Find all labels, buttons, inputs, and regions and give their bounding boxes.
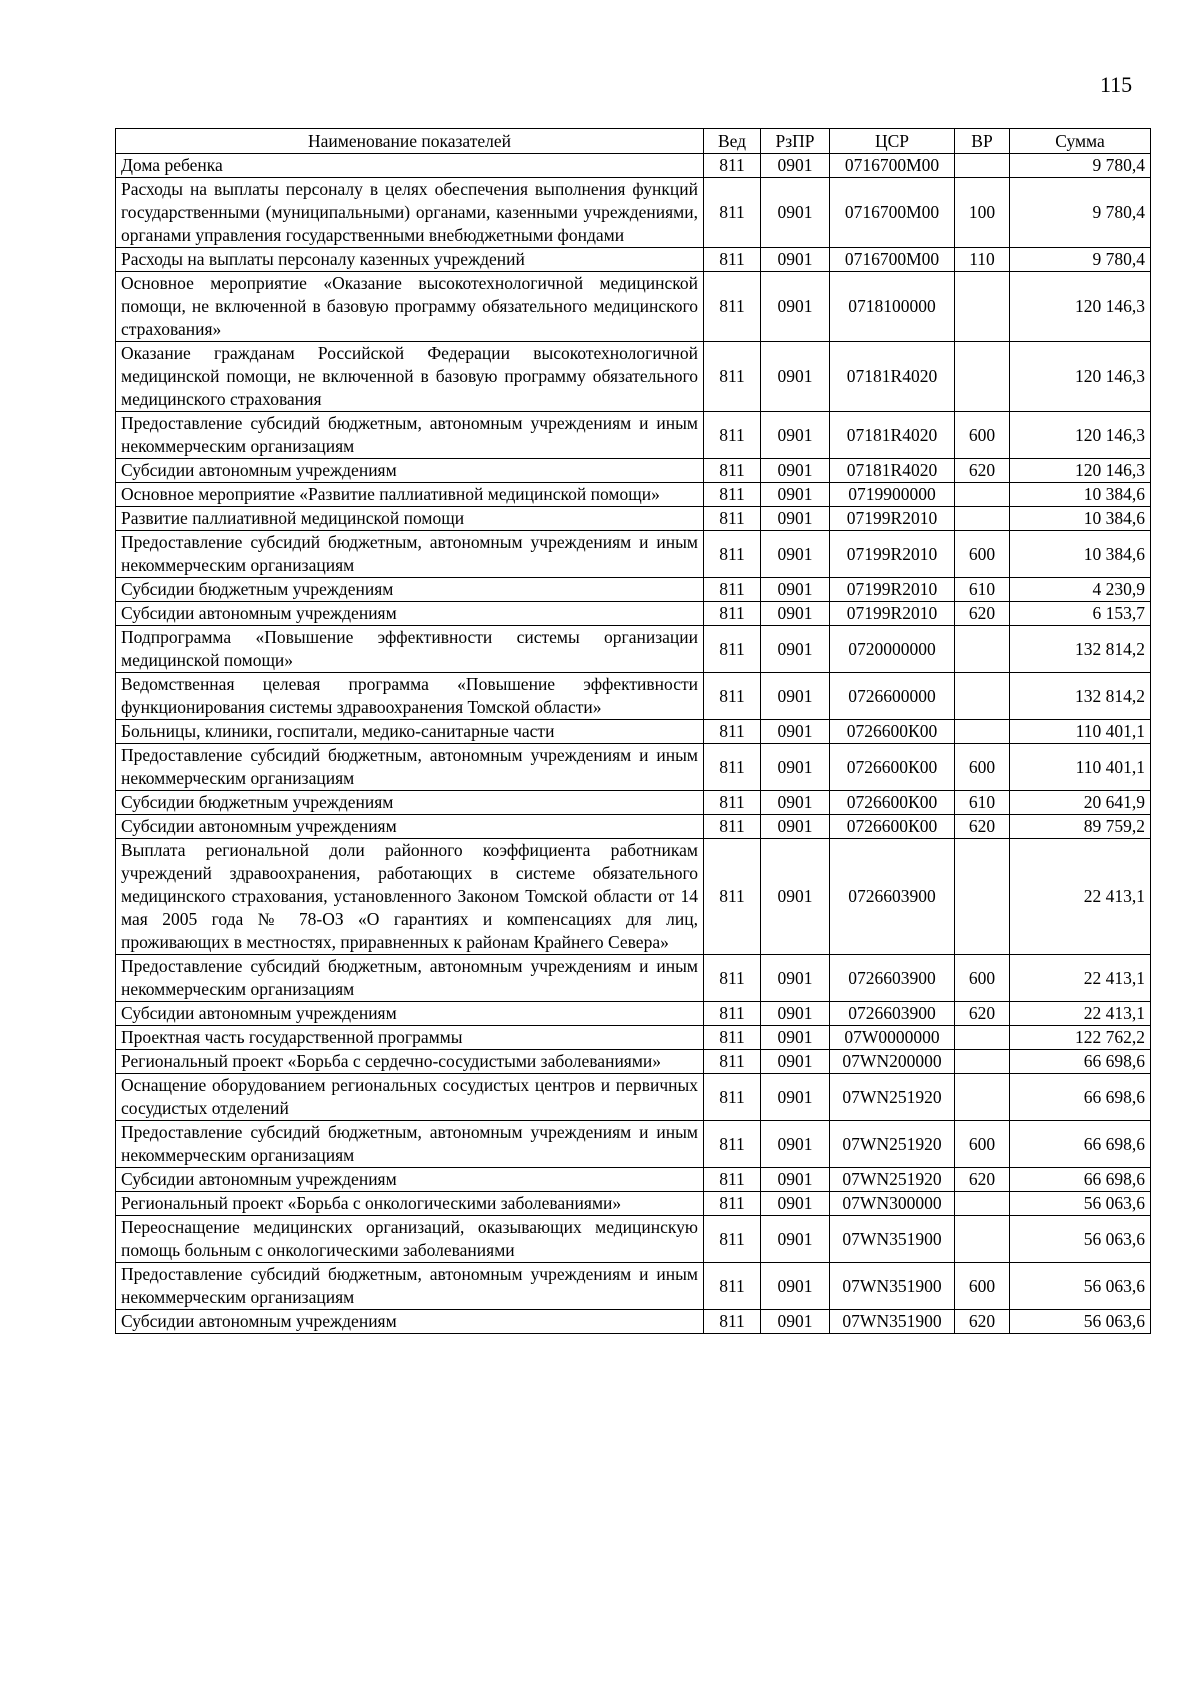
cell-sum: 4 230,9: [1010, 578, 1151, 602]
header-rzpr: РзПР: [761, 129, 830, 154]
cell-csr: 0716700М00: [830, 178, 955, 248]
cell-vr: 600: [955, 531, 1010, 578]
cell-csr: 07WN351900: [830, 1216, 955, 1263]
cell-rzpr: 0901: [761, 1002, 830, 1026]
cell-csr: 0726603900: [830, 839, 955, 955]
cell-ved: 811: [704, 1026, 761, 1050]
cell-sum: 56 063,6: [1010, 1192, 1151, 1216]
cell-vr: 600: [955, 1263, 1010, 1310]
cell-rzpr: 0901: [761, 154, 830, 178]
cell-rzpr: 0901: [761, 839, 830, 955]
table-row: [116, 483, 1151, 507]
cell-csr: 0726600К00: [830, 720, 955, 744]
cell-ved: 811: [704, 578, 761, 602]
cell-name: Предоставление субсидий бюджетным, автономным учреждениям и иным некоммерческим организациям: [116, 1263, 704, 1310]
cell-rzpr: 0901: [761, 531, 830, 578]
cell-name: Предоставление субсидий бюджетным, автономным учреждениям и иным некоммерческим организациям: [116, 744, 704, 791]
cell-ved: 811: [704, 1050, 761, 1074]
cell-ved: 811: [704, 839, 761, 955]
cell-rzpr: 0901: [761, 1263, 830, 1310]
cell-ved: 811: [704, 815, 761, 839]
cell-vr: [955, 1216, 1010, 1263]
cell-vr: 600: [955, 412, 1010, 459]
table-row: [116, 673, 1151, 720]
cell-sum: 110 401,1: [1010, 744, 1151, 791]
table-body: [116, 154, 1151, 1334]
table-row: [116, 720, 1151, 744]
page-number: 115: [1100, 72, 1133, 97]
cell-ved: 811: [704, 1168, 761, 1192]
cell-rzpr: 0901: [761, 272, 830, 342]
table-row: [116, 412, 1151, 459]
cell-csr: 07WN251920: [830, 1121, 955, 1168]
cell-sum: 132 814,2: [1010, 626, 1151, 673]
cell-ved: 811: [704, 791, 761, 815]
cell-sum: 132 814,2: [1010, 673, 1151, 720]
table-row: [116, 744, 1151, 791]
table-row: [116, 507, 1151, 531]
cell-vr: 600: [955, 955, 1010, 1002]
cell-ved: 811: [704, 1263, 761, 1310]
cell-csr: 07W0000000: [830, 1026, 955, 1050]
cell-name: Региональный проект «Борьба с сердечно-сосудистыми заболеваниями»: [116, 1050, 704, 1074]
cell-csr: 07199R2010: [830, 602, 955, 626]
cell-csr: 0720000000: [830, 626, 955, 673]
cell-sum: 56 063,6: [1010, 1216, 1151, 1263]
cell-name: Предоставление субсидий бюджетным, автономным учреждениям и иным некоммерческим организациям: [116, 1121, 704, 1168]
table-row: [116, 342, 1151, 412]
cell-sum: 66 698,6: [1010, 1121, 1151, 1168]
cell-rzpr: 0901: [761, 955, 830, 1002]
cell-vr: [955, 839, 1010, 955]
table-row: [116, 1121, 1151, 1168]
cell-vr: 620: [955, 1168, 1010, 1192]
cell-ved: 811: [704, 1192, 761, 1216]
cell-ved: 811: [704, 342, 761, 412]
table-row: [116, 626, 1151, 673]
cell-vr: [955, 673, 1010, 720]
cell-name: Развитие паллиативной медицинской помощи: [116, 507, 704, 531]
cell-ved: 811: [704, 178, 761, 248]
table-header-row: [116, 129, 1151, 154]
cell-vr: [955, 272, 1010, 342]
cell-ved: 811: [704, 1121, 761, 1168]
cell-ved: 811: [704, 602, 761, 626]
cell-vr: 620: [955, 602, 1010, 626]
table-row: [116, 1310, 1151, 1334]
cell-name: Субсидии автономным учреждениям: [116, 1310, 704, 1334]
cell-name: Расходы на выплаты персоналу казенных учреждений: [116, 248, 704, 272]
header-csr: ЦСР: [830, 129, 955, 154]
cell-sum: 22 413,1: [1010, 955, 1151, 1002]
cell-name: Субсидии автономным учреждениям: [116, 602, 704, 626]
header-name: Наименование показателей: [116, 129, 704, 154]
cell-rzpr: 0901: [761, 248, 830, 272]
cell-ved: 811: [704, 744, 761, 791]
cell-name: Ведомственная целевая программа «Повышение эффективности функционирования системы здравоохранения Томской области»: [116, 673, 704, 720]
table-row: [116, 459, 1151, 483]
cell-sum: 110 401,1: [1010, 720, 1151, 744]
cell-csr: 07181R4020: [830, 342, 955, 412]
cell-csr: 0726603900: [830, 955, 955, 1002]
table-row: [116, 272, 1151, 342]
cell-name: Проектная часть государственной программы: [116, 1026, 704, 1050]
header-sum: Сумма: [1010, 129, 1151, 154]
cell-ved: 811: [704, 1310, 761, 1334]
cell-name: Предоставление субсидий бюджетным, автономным учреждениям и иным некоммерческим организациям: [116, 955, 704, 1002]
cell-rzpr: 0901: [761, 578, 830, 602]
cell-ved: 811: [704, 154, 761, 178]
cell-sum: 89 759,2: [1010, 815, 1151, 839]
table-row: [116, 578, 1151, 602]
cell-rzpr: 0901: [761, 815, 830, 839]
cell-name: Дома ребенка: [116, 154, 704, 178]
cell-rzpr: 0901: [761, 1216, 830, 1263]
cell-csr: 07181R4020: [830, 412, 955, 459]
cell-csr: 0718100000: [830, 272, 955, 342]
cell-sum: 6 153,7: [1010, 602, 1151, 626]
cell-csr: 0726600К00: [830, 791, 955, 815]
table-row: [116, 1168, 1151, 1192]
cell-csr: 07WN351900: [830, 1310, 955, 1334]
cell-ved: 811: [704, 955, 761, 1002]
cell-name: Субсидии автономным учреждениям: [116, 815, 704, 839]
cell-name: Подпрограмма «Повышение эффективности системы организации медицинской помощи»: [116, 626, 704, 673]
cell-ved: 811: [704, 248, 761, 272]
cell-vr: [955, 483, 1010, 507]
table-row: [116, 602, 1151, 626]
cell-sum: 20 641,9: [1010, 791, 1151, 815]
table-row: [116, 1074, 1151, 1121]
cell-sum: 10 384,6: [1010, 507, 1151, 531]
cell-name: Оказание гражданам Российской Федерации высокотехнологичной медицинской помощи, не включенной в базовую программу обязательного медицинского страхования: [116, 342, 704, 412]
cell-vr: 600: [955, 1121, 1010, 1168]
cell-name: Выплата региональной доли районного коэффициента работникам учреждений здравоохранения, работающих в системе обязательного медицинского страхования, установленного Законом Томской области от 14 мая 2005 года № 78-ОЗ «О гарантиях и компенсациях для лиц, проживающих в местностях, приравненных к районам Крайнего Севера»: [116, 839, 704, 955]
cell-name: Субсидии автономным учреждениям: [116, 459, 704, 483]
table-row: [116, 955, 1151, 1002]
table-row: [116, 815, 1151, 839]
cell-rzpr: 0901: [761, 1026, 830, 1050]
cell-sum: 56 063,6: [1010, 1310, 1151, 1334]
cell-vr: [955, 1050, 1010, 1074]
cell-csr: 07181R4020: [830, 459, 955, 483]
cell-ved: 811: [704, 1074, 761, 1121]
cell-vr: [955, 507, 1010, 531]
cell-vr: 100: [955, 178, 1010, 248]
cell-vr: [955, 626, 1010, 673]
cell-ved: 811: [704, 1216, 761, 1263]
cell-sum: 10 384,6: [1010, 531, 1151, 578]
cell-name: Оснащение оборудованием региональных сосудистых центров и первичных сосудистых отделений: [116, 1074, 704, 1121]
table-row: [116, 531, 1151, 578]
cell-sum: 120 146,3: [1010, 342, 1151, 412]
cell-vr: 600: [955, 744, 1010, 791]
cell-rzpr: 0901: [761, 791, 830, 815]
cell-ved: 811: [704, 626, 761, 673]
cell-vr: 610: [955, 791, 1010, 815]
cell-csr: 0726600К00: [830, 815, 955, 839]
cell-name: Предоставление субсидий бюджетным, автономным учреждениям и иным некоммерческим организациям: [116, 412, 704, 459]
cell-ved: 811: [704, 272, 761, 342]
cell-sum: 22 413,1: [1010, 839, 1151, 955]
table-row: [116, 791, 1151, 815]
cell-rzpr: 0901: [761, 602, 830, 626]
cell-vr: 620: [955, 1002, 1010, 1026]
table-row: [116, 1263, 1151, 1310]
cell-rzpr: 0901: [761, 744, 830, 791]
cell-csr: 0726603900: [830, 1002, 955, 1026]
cell-rzpr: 0901: [761, 673, 830, 720]
cell-ved: 811: [704, 531, 761, 578]
cell-name: Переоснащение медицинских организаций, оказывающих медицинскую помощь больным с онкологическими заболеваниями: [116, 1216, 704, 1263]
table-row: [116, 1216, 1151, 1263]
cell-vr: [955, 342, 1010, 412]
cell-rzpr: 0901: [761, 507, 830, 531]
cell-sum: 120 146,3: [1010, 412, 1151, 459]
cell-rzpr: 0901: [761, 1050, 830, 1074]
cell-vr: [955, 1074, 1010, 1121]
cell-sum: 9 780,4: [1010, 154, 1151, 178]
cell-ved: 811: [704, 483, 761, 507]
cell-vr: [955, 1192, 1010, 1216]
cell-csr: 0726600К00: [830, 744, 955, 791]
cell-name: Субсидии бюджетным учреждениям: [116, 578, 704, 602]
table-row: [116, 1192, 1151, 1216]
cell-rzpr: 0901: [761, 483, 830, 507]
table-row: [116, 1026, 1151, 1050]
cell-sum: 120 146,3: [1010, 459, 1151, 483]
cell-sum: 66 698,6: [1010, 1074, 1151, 1121]
cell-csr: 07199R2010: [830, 578, 955, 602]
cell-rzpr: 0901: [761, 1192, 830, 1216]
cell-name: Больницы, клиники, госпитали, медико-санитарные части: [116, 720, 704, 744]
cell-name: Региональный проект «Борьба с онкологическими заболеваниями»: [116, 1192, 704, 1216]
cell-name: Основное мероприятие «Развитие паллиативной медицинской помощи»: [116, 483, 704, 507]
budget-table: [115, 128, 1151, 1334]
cell-vr: [955, 720, 1010, 744]
cell-name: Субсидии бюджетным учреждениям: [116, 791, 704, 815]
cell-ved: 811: [704, 720, 761, 744]
table-row: [116, 1002, 1151, 1026]
cell-vr: 620: [955, 815, 1010, 839]
cell-name: Субсидии автономным учреждениям: [116, 1168, 704, 1192]
cell-ved: 811: [704, 507, 761, 531]
header-vr: ВР: [955, 129, 1010, 154]
cell-sum: 22 413,1: [1010, 1002, 1151, 1026]
cell-ved: 811: [704, 1002, 761, 1026]
cell-vr: [955, 1026, 1010, 1050]
cell-csr: 07WN300000: [830, 1192, 955, 1216]
cell-csr: 0726600000: [830, 673, 955, 720]
cell-vr: 610: [955, 578, 1010, 602]
cell-name: Субсидии автономным учреждениям: [116, 1002, 704, 1026]
cell-ved: 811: [704, 459, 761, 483]
cell-rzpr: 0901: [761, 626, 830, 673]
cell-csr: 0716700М00: [830, 154, 955, 178]
header-ved: Вед: [704, 129, 761, 154]
cell-name: Расходы на выплаты персоналу в целях обеспечения выполнения функций государственными (муниципальными) органами, казенными учреждениями, органами управления государственными внебюджетными фондами: [116, 178, 704, 248]
cell-csr: 0719900000: [830, 483, 955, 507]
table-row: [116, 154, 1151, 178]
cell-sum: 122 762,2: [1010, 1026, 1151, 1050]
table-row: [116, 1050, 1151, 1074]
cell-sum: 120 146,3: [1010, 272, 1151, 342]
cell-csr: 07WN251920: [830, 1168, 955, 1192]
cell-rzpr: 0901: [761, 178, 830, 248]
table-row: [116, 178, 1151, 248]
cell-csr: 07WN251920: [830, 1074, 955, 1121]
cell-rzpr: 0901: [761, 412, 830, 459]
cell-sum: 66 698,6: [1010, 1050, 1151, 1074]
cell-vr: [955, 154, 1010, 178]
cell-sum: 9 780,4: [1010, 248, 1151, 272]
cell-csr: 07199R2010: [830, 507, 955, 531]
cell-rzpr: 0901: [761, 1168, 830, 1192]
cell-ved: 811: [704, 412, 761, 459]
cell-rzpr: 0901: [761, 342, 830, 412]
cell-name: Основное мероприятие «Оказание высокотехнологичной медицинской помощи, не включенной в базовую программу обязательного медицинского страхования»: [116, 272, 704, 342]
cell-sum: 56 063,6: [1010, 1263, 1151, 1310]
cell-ved: 811: [704, 673, 761, 720]
cell-csr: 07WN200000: [830, 1050, 955, 1074]
cell-vr: 620: [955, 459, 1010, 483]
cell-rzpr: 0901: [761, 720, 830, 744]
cell-sum: 9 780,4: [1010, 178, 1151, 248]
cell-csr: 0716700М00: [830, 248, 955, 272]
cell-sum: 10 384,6: [1010, 483, 1151, 507]
cell-sum: 66 698,6: [1010, 1168, 1151, 1192]
cell-rzpr: 0901: [761, 1121, 830, 1168]
cell-vr: 620: [955, 1310, 1010, 1334]
cell-rzpr: 0901: [761, 459, 830, 483]
cell-name: Предоставление субсидий бюджетным, автономным учреждениям и иным некоммерческим организациям: [116, 531, 704, 578]
cell-rzpr: 0901: [761, 1310, 830, 1334]
cell-csr: 07199R2010: [830, 531, 955, 578]
cell-rzpr: 0901: [761, 1074, 830, 1121]
table-row: [116, 248, 1151, 272]
cell-csr: 07WN351900: [830, 1263, 955, 1310]
table-row: [116, 839, 1151, 955]
cell-vr: 110: [955, 248, 1010, 272]
